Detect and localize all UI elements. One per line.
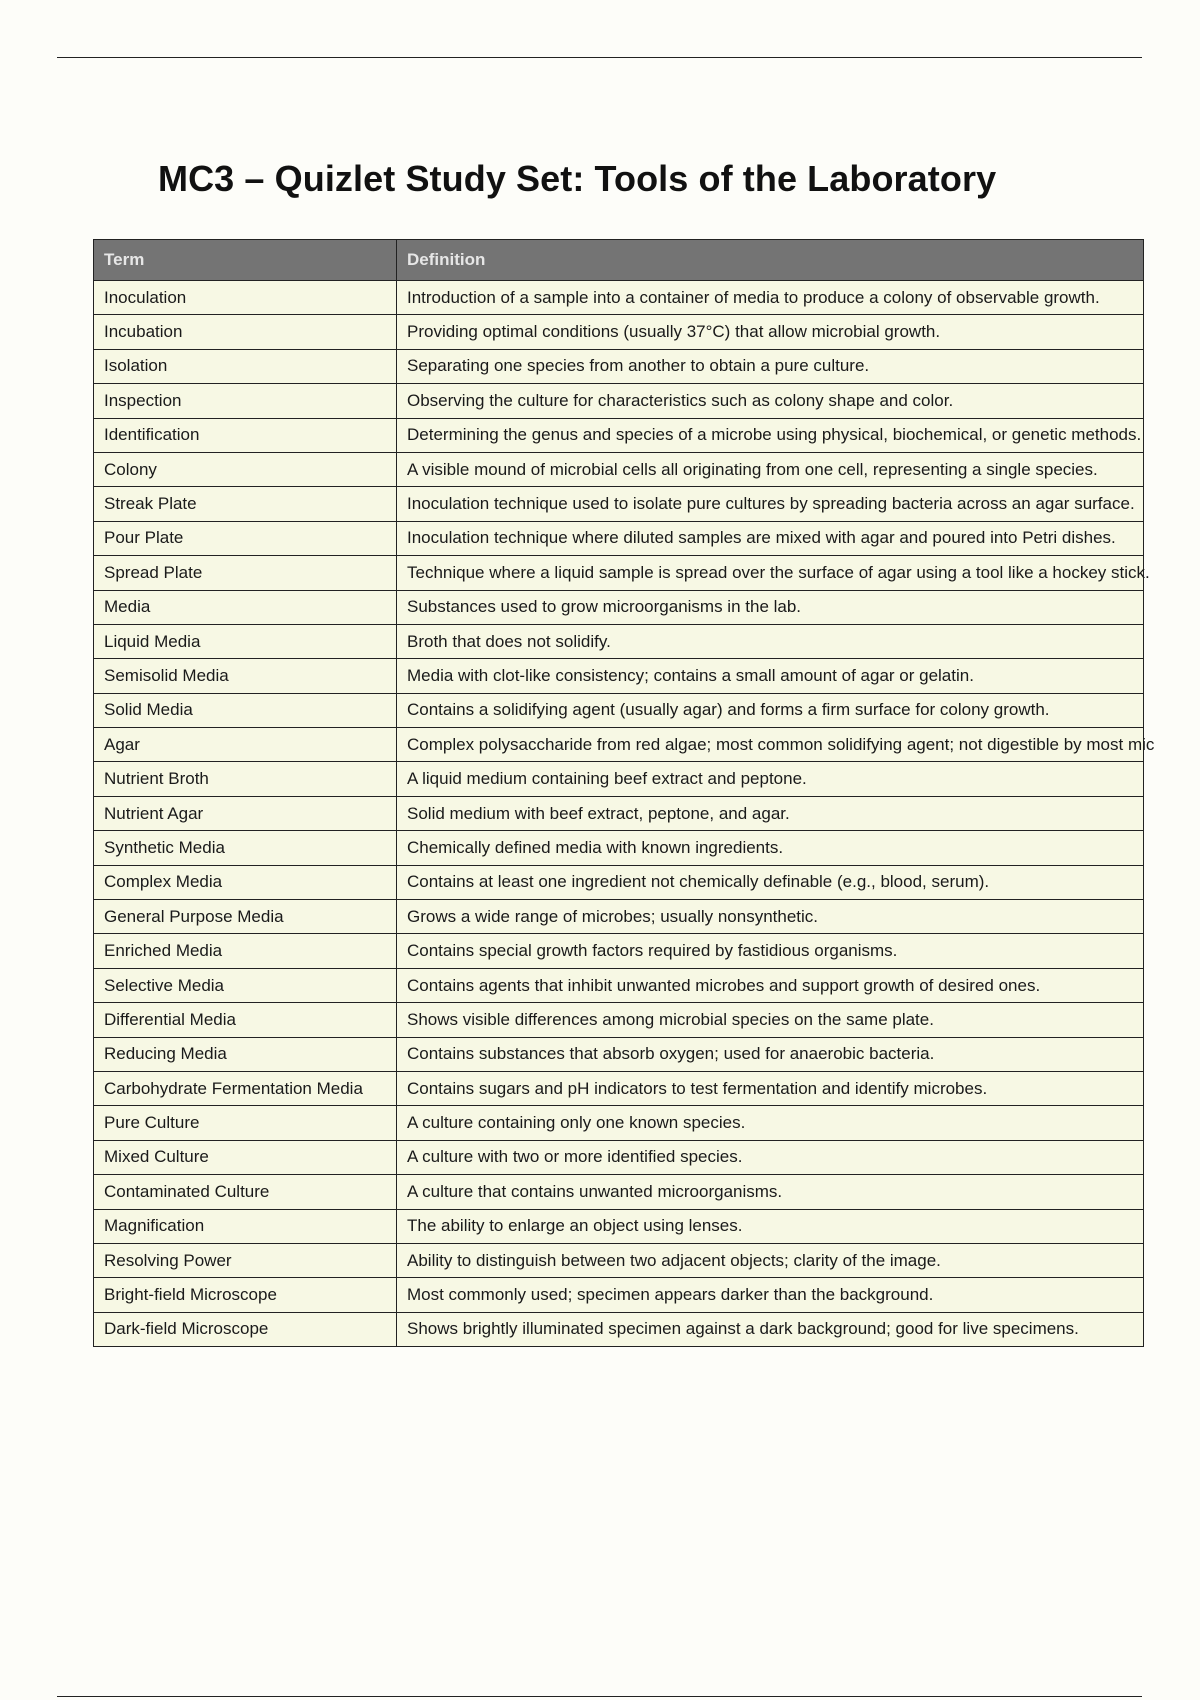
definition-text: Contains special growth factors required by fastidious organisms. bbox=[407, 941, 898, 961]
definition-text: Shows visible differences among microbial species on the same plate. bbox=[407, 1009, 934, 1029]
definition-text: Contains sugars and pH indicators to test fermentation and identify microbes. bbox=[407, 1078, 988, 1098]
definition-text: Contains substances that absorb oxygen; used for anaerobic bacteria. bbox=[407, 1044, 935, 1064]
term-cell: Mixed Culture bbox=[94, 1140, 397, 1174]
definition-text: Providing optimal conditions (usually 37°C) that allow microbial growth. bbox=[407, 322, 941, 342]
table-row bbox=[94, 418, 1144, 452]
definition-text: A visible mound of microbial cells all originating from one cell, representing a single species. bbox=[407, 459, 1098, 479]
definition-cell bbox=[397, 349, 1144, 383]
definition-cell bbox=[397, 452, 1144, 486]
definition-cell bbox=[397, 968, 1144, 1002]
table-row bbox=[94, 1106, 1144, 1140]
table-row bbox=[94, 1278, 1144, 1312]
term-cell: Colony bbox=[94, 452, 397, 486]
definition-cell bbox=[397, 659, 1144, 693]
term-cell: Carbohydrate Fermentation Media bbox=[94, 1071, 397, 1105]
definition-text: Separating one species from another to obtain a pure culture. bbox=[407, 356, 870, 376]
table-row bbox=[94, 1071, 1144, 1105]
table-row bbox=[94, 762, 1144, 796]
definition-cell bbox=[397, 624, 1144, 658]
definition-cell bbox=[397, 728, 1155, 762]
definition-text: Inoculation technique used to isolate pure cultures by spreading bacteria across an agar surface. bbox=[407, 494, 1135, 514]
definition-cell bbox=[397, 1209, 1144, 1243]
term-cell: Agar bbox=[94, 728, 397, 762]
term-cell: Bright-field Microscope bbox=[94, 1278, 397, 1312]
table-row bbox=[94, 1037, 1144, 1071]
table-row bbox=[94, 556, 1144, 590]
top-rule bbox=[57, 57, 1142, 58]
definition-text: A culture with two or more identified species. bbox=[407, 1147, 743, 1167]
table-body bbox=[94, 281, 1155, 1347]
definition-text: The ability to enlarge an object using lenses. bbox=[407, 1216, 743, 1236]
table-row bbox=[94, 796, 1144, 830]
definition-text: A culture containing only one known species. bbox=[407, 1113, 746, 1133]
header-term: Term bbox=[94, 240, 397, 281]
definition-cell bbox=[397, 315, 1144, 349]
term-cell: Contaminated Culture bbox=[94, 1175, 397, 1209]
term-cell: Streak Plate bbox=[94, 487, 397, 521]
definition-cell bbox=[397, 521, 1144, 555]
table-row bbox=[94, 968, 1144, 1002]
term-cell: Enriched Media bbox=[94, 934, 397, 968]
definition-cell bbox=[397, 590, 1144, 624]
definition-cell bbox=[397, 1243, 1144, 1277]
table-row bbox=[94, 521, 1144, 555]
term-cell: Complex Media bbox=[94, 865, 397, 899]
table-row bbox=[94, 693, 1144, 727]
term-cell: Pour Plate bbox=[94, 521, 397, 555]
definition-cell bbox=[397, 1071, 1144, 1105]
table-row bbox=[94, 934, 1144, 968]
table-row bbox=[94, 349, 1144, 383]
table-row bbox=[94, 487, 1144, 521]
definition-text: Inoculation technique where diluted samples are mixed with agar and poured into Petri dishes. bbox=[407, 528, 1116, 548]
term-cell: Solid Media bbox=[94, 693, 397, 727]
definition-cell bbox=[397, 1140, 1144, 1174]
term-cell: Pure Culture bbox=[94, 1106, 397, 1140]
table-row bbox=[94, 659, 1144, 693]
bottom-rule bbox=[57, 1696, 1142, 1697]
definition-text: Contains a solidifying agent (usually agar) and forms a firm surface for colony growth. bbox=[407, 700, 1050, 720]
definition-cell bbox=[397, 693, 1144, 727]
table-row bbox=[94, 900, 1144, 934]
definition-text: Grows a wide range of microbes; usually nonsynthetic. bbox=[407, 906, 819, 926]
term-cell: Inoculation bbox=[94, 281, 397, 315]
term-cell: Semisolid Media bbox=[94, 659, 397, 693]
definition-cell bbox=[397, 1106, 1144, 1140]
definition-cell bbox=[397, 1037, 1144, 1071]
definition-cell bbox=[397, 1175, 1144, 1209]
table-row bbox=[94, 590, 1144, 624]
table-row bbox=[94, 1175, 1144, 1209]
term-cell: Resolving Power bbox=[94, 1243, 397, 1277]
table-header-row bbox=[94, 240, 1144, 281]
definition-text: Technique where a liquid sample is spread over the surface of agar using a tool like a hockey stick. bbox=[407, 562, 1150, 582]
term-cell: Identification bbox=[94, 418, 397, 452]
term-cell: Inspection bbox=[94, 384, 397, 418]
definition-text: Observing the culture for characteristics such as colony shape and color. bbox=[407, 390, 954, 410]
definition-cell bbox=[397, 762, 1144, 796]
definition-cell bbox=[397, 384, 1144, 418]
definition-text: Substances used to grow microorganisms in the lab. bbox=[407, 597, 802, 617]
definition-text: Contains agents that inhibit unwanted microbes and support growth of desired ones. bbox=[407, 975, 1041, 995]
definition-text: Media with clot-like consistency; contains a small amount of agar or gelatin. bbox=[407, 665, 974, 685]
table-row bbox=[94, 1243, 1144, 1277]
table-row bbox=[94, 1312, 1144, 1346]
table-row bbox=[94, 384, 1144, 418]
term-cell: Spread Plate bbox=[94, 556, 397, 590]
definition-text: Contains at least one ingredient not chemically definable (e.g., blood, serum). bbox=[407, 872, 990, 892]
definition-text: Shows brightly illuminated specimen against a dark background; good for live specimens. bbox=[407, 1319, 1079, 1339]
table-row bbox=[94, 281, 1144, 315]
table-row bbox=[94, 831, 1144, 865]
table-row bbox=[94, 315, 1144, 349]
table-row bbox=[94, 865, 1144, 899]
definition-cell bbox=[397, 1278, 1144, 1312]
study-set-table-container bbox=[93, 239, 1155, 1347]
definition-text: Chemically defined media with known ingredients. bbox=[407, 837, 784, 857]
term-cell: Incubation bbox=[94, 315, 397, 349]
definition-text: Most commonly used; specimen appears darker than the background. bbox=[407, 1285, 934, 1305]
term-cell: Dark-field Microscope bbox=[94, 1312, 397, 1346]
definition-text: Determining the genus and species of a microbe using physical, biochemical, or genetic methods. bbox=[407, 425, 1142, 445]
definition-text: Introduction of a sample into a container of media to produce a colony of observable growth. bbox=[407, 287, 1100, 307]
definition-cell bbox=[397, 556, 1150, 590]
term-cell: Media bbox=[94, 590, 397, 624]
definition-cell bbox=[397, 487, 1144, 521]
definition-cell bbox=[397, 418, 1144, 452]
definition-text: A culture that contains unwanted microorganisms. bbox=[407, 1181, 783, 1201]
term-cell: Nutrient Agar bbox=[94, 796, 397, 830]
term-cell: General Purpose Media bbox=[94, 900, 397, 934]
term-cell: Differential Media bbox=[94, 1003, 397, 1037]
definition-text: Solid medium with beef extract, peptone, and agar. bbox=[407, 803, 790, 823]
term-cell: Liquid Media bbox=[94, 624, 397, 658]
definition-cell bbox=[397, 1312, 1144, 1346]
term-cell: Magnification bbox=[94, 1209, 397, 1243]
term-cell: Isolation bbox=[94, 349, 397, 383]
table-row bbox=[94, 624, 1144, 658]
table-row bbox=[94, 452, 1144, 486]
header-definition: Definition bbox=[397, 240, 1144, 281]
definition-text: A liquid medium containing beef extract and peptone. bbox=[407, 769, 807, 789]
table-row bbox=[94, 728, 1144, 762]
table-row bbox=[94, 1209, 1144, 1243]
definition-cell bbox=[397, 281, 1144, 315]
definition-cell bbox=[397, 934, 1144, 968]
page-title: MC3 – Quizlet Study Set: Tools of the Laboratory bbox=[158, 158, 997, 199]
definition-cell bbox=[397, 796, 1144, 830]
term-cell: Selective Media bbox=[94, 968, 397, 1002]
term-cell: Synthetic Media bbox=[94, 831, 397, 865]
definition-text: Broth that does not solidify. bbox=[407, 631, 611, 651]
definition-cell bbox=[397, 1003, 1144, 1037]
definition-cell bbox=[397, 865, 1144, 899]
definition-cell bbox=[397, 831, 1144, 865]
term-cell: Nutrient Broth bbox=[94, 762, 397, 796]
definition-cell bbox=[397, 900, 1144, 934]
definition-text: Ability to distinguish between two adjacent objects; clarity of the image. bbox=[407, 1250, 941, 1270]
term-cell: Reducing Media bbox=[94, 1037, 397, 1071]
definition-text: Complex polysaccharide from red algae; most common solidifying agent; not digestible by most mic bbox=[407, 734, 1155, 754]
study-set-table bbox=[93, 239, 1155, 1347]
table-row bbox=[94, 1140, 1144, 1174]
table-row bbox=[94, 1003, 1144, 1037]
